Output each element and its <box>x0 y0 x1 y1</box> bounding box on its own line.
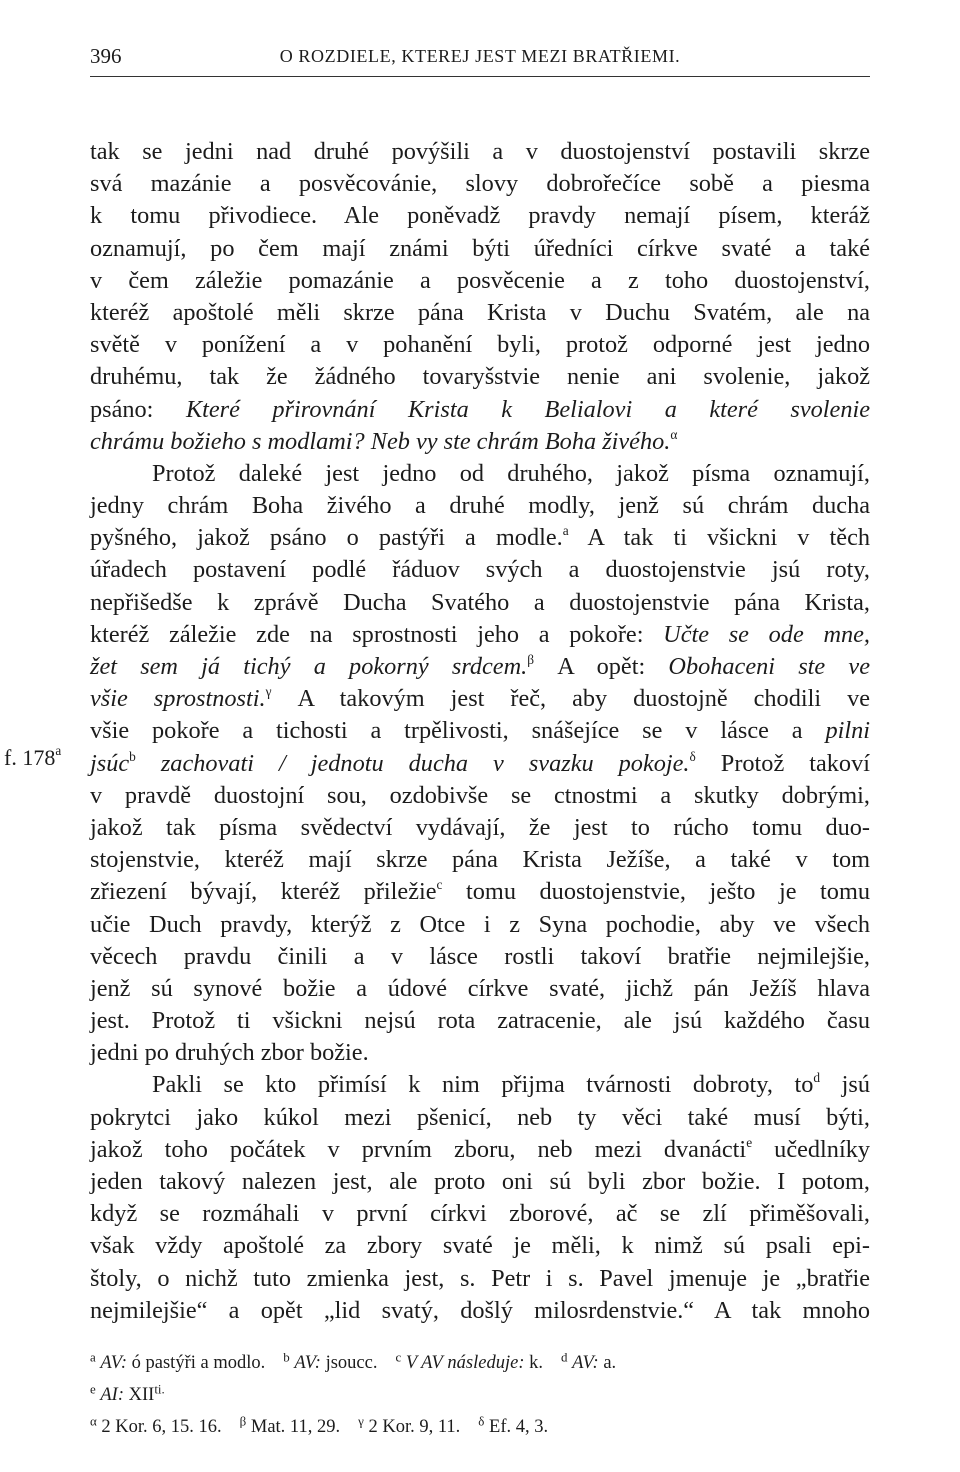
text-line <box>90 426 870 458</box>
text-span: stojenstvie, kteréž mají skrze pána Krista Ježíše, a také v tom <box>90 846 870 874</box>
text-span: kteréž záležie zde na sprostnosti jeho a pokoře: <box>90 620 664 648</box>
text-line <box>90 297 870 329</box>
italic-text: jsúc <box>90 749 130 777</box>
text-span: věcech pravdu činili a v lásce rostli takoví bratřie nejmilejšie, <box>90 942 870 970</box>
text-span: A tak ti všickni v těch <box>568 524 870 552</box>
text-line <box>90 1263 870 1295</box>
text-line <box>90 876 870 908</box>
text-span: štoly, o nichž tuto zmienka jest, s. Petr i s. Pavel jmenuje je „bratřie <box>90 1264 870 1292</box>
text-span: v pravdě duostojní sou, ozdobivše se ctnostmi a skutky dobrými, <box>90 781 870 809</box>
footnote-superscript: ti. <box>154 1381 165 1397</box>
italic-text: chrámu božieho s modlami? Neb vy ste chrám Boha živého. <box>90 427 671 455</box>
text-line <box>90 168 870 200</box>
text-span: zřiezení bývají, kteréž přiležie <box>90 878 437 906</box>
footnote <box>478 1411 548 1443</box>
footnote-text: jsoucc. <box>325 1353 378 1373</box>
text-span: všie pokoře a tichosti a trpělivosti, snášejíce se v lásce a <box>90 717 826 745</box>
text-line <box>90 1230 870 1262</box>
italic-text: všie sprostnosti. <box>90 685 266 713</box>
running-title: O ROZDIELE, KTEREJ JEST MEZI BRATŘIEMI. <box>279 46 681 66</box>
text-span: jakož tak písma svědectví vydávají, že jest to rúcho tomu duo- <box>90 813 870 841</box>
footnote-text: 2 Kor. 6, 15. 16. <box>101 1417 222 1437</box>
footnote-source: AV: <box>294 1353 321 1373</box>
text-line <box>90 619 870 651</box>
text-line <box>90 361 870 393</box>
footnote-text: k. <box>529 1353 543 1373</box>
text-span: kteréž apoštolé měli skrze pána Krista v Duchu Svatém, ale na <box>90 298 870 326</box>
footnote <box>240 1411 340 1443</box>
footnote-source: AV: <box>572 1353 599 1373</box>
text-line <box>90 587 870 619</box>
text-line <box>90 1198 870 1230</box>
footnote-marker: e <box>746 1134 753 1150</box>
footnote-marker: a <box>90 1349 96 1365</box>
footnote <box>561 1347 616 1379</box>
text-line <box>90 1295 870 1327</box>
italic-text: zachovati / jednotu ducha v svazku pokoje. <box>135 749 690 777</box>
text-span: svá mazánie a posvěcovánie, slovy dobrořečíce sobě a piesma <box>90 170 870 198</box>
footnote-text: a. <box>603 1353 617 1373</box>
footnote-marker: d <box>560 1349 568 1365</box>
text-line <box>90 1005 870 1037</box>
text-line <box>90 683 870 715</box>
footnote-marker: β <box>239 1413 247 1429</box>
footnote-marker: b <box>283 1349 290 1365</box>
footnote-source: AI: <box>100 1385 124 1405</box>
running-header <box>90 44 870 74</box>
footnote-marker: b <box>129 748 136 764</box>
text-line <box>90 329 870 361</box>
text-line <box>90 200 870 232</box>
text-span: oznamují, po čem mají známi býti úředníci církve svaté a také <box>90 234 870 262</box>
text-line <box>90 780 870 812</box>
text-span: však vždy apoštolé za zbory svaté je měli, k nimž sú psali epi- <box>90 1232 870 1260</box>
footnote <box>90 1411 222 1443</box>
text-span: jenž sú synové božie a údové církve svaté, jichž pán Ježíš hlava <box>90 974 870 1002</box>
text-span: jakož toho počátek v prvním zboru, neb mezi dvanácti <box>90 1135 747 1163</box>
footnote-marker: e <box>90 1381 96 1397</box>
footnote-source: V AV <box>405 1353 443 1373</box>
text-line <box>90 490 870 522</box>
text-line <box>90 1069 870 1101</box>
text-line <box>90 233 870 265</box>
italic-text: Které přirovnání Krista k Belialovi a které svolenie <box>185 395 870 423</box>
text-line <box>90 1166 870 1198</box>
text-span: nepřišedše k zprávě Ducha Svatého a duostojenstvie pána Krista, <box>90 588 870 616</box>
text-span: Protož takoví <box>695 749 870 777</box>
text-span: Protož daleké jest jedno od druhého, jakož písma oznamují, <box>152 459 870 487</box>
text-span: učedlníky <box>752 1135 870 1163</box>
text-span: jsú <box>820 1071 870 1099</box>
footnote-source: AV: <box>100 1353 128 1373</box>
text-span: druhému, tak že žádného tovaryšstvie nenie ani svolenie, jakož <box>90 363 870 391</box>
footnote-marker: α <box>670 426 678 442</box>
text-span: jedni po druhých zbor božie. <box>90 1039 369 1067</box>
text-span: A opět: <box>534 653 669 680</box>
text-span: tak se jedni nad druhé povýšili a v duostojenství postavili skrze <box>90 138 870 165</box>
footnote <box>90 1379 165 1411</box>
text-span: světě v ponížení a v pohanění byli, protož odporné jest jedno <box>90 331 870 359</box>
header-rule <box>90 76 870 77</box>
footnote <box>90 1347 265 1379</box>
text-span: jeden takový nalezen jest, ale proto oni sú byli zbor božie. I potom, <box>90 1168 870 1195</box>
text-span: psáno: <box>90 395 186 423</box>
text-line <box>90 748 870 780</box>
text-span: učie Duch pravdy, kterýž z Otce i z Syna pochodie, aby ve všech <box>90 910 870 938</box>
page-number: 396 <box>90 44 122 68</box>
italic-text: pilni <box>825 717 870 745</box>
text-span: jedny chrám Boha živého a druhé modly, jenž sú chrám ducha <box>90 492 870 520</box>
footnote-text: ó pastýři a modlo. <box>131 1353 266 1373</box>
text-line <box>90 265 870 297</box>
footnote-text: XII <box>128 1385 155 1405</box>
footnote-marker: β <box>527 651 535 667</box>
text-span: když se rozmáhali v první církvi zborové, ač se zlí přiměšovali, <box>90 1200 870 1228</box>
footnote-text: Mat. 11, 29. <box>250 1417 341 1437</box>
text-line <box>90 522 870 554</box>
italic-text: Učte se ode mne, <box>663 620 870 648</box>
footnote-row <box>90 1347 870 1379</box>
text-line <box>90 844 870 876</box>
footnote-marker: δ <box>689 748 696 764</box>
text-line <box>90 651 870 683</box>
footnote-marker: c <box>395 1349 402 1365</box>
folio-superscript: a <box>55 743 62 759</box>
text-span: pyšného, jakož psáno o pastýři a modle. <box>90 524 563 552</box>
text-span: v čem záležie pomazánie a posvěcenie a z toho duostojenství, <box>90 266 870 294</box>
footnotes <box>90 1347 870 1443</box>
text-span: k tomu přivodiece. Ale poněvadž pravdy nemají písem, kteráž <box>90 202 870 230</box>
footnote-text: Ef. 4, 3. <box>489 1417 549 1437</box>
text-span: nejmilejšie“ a opět „lid svatý, došlý milosrdenstvie.“ A tak mnoho <box>90 1296 870 1324</box>
text-line <box>90 812 870 844</box>
footnote-marker: c <box>436 877 443 893</box>
text-line <box>90 554 870 586</box>
folio-label: f. 178 <box>4 745 56 770</box>
footnote-row <box>90 1411 870 1443</box>
footnote-source-note: následuje: <box>447 1353 525 1373</box>
italic-text: Obohaceni ste ve <box>668 653 870 680</box>
text-span: tomu duostojenstvie, ješto je tomu <box>442 878 870 906</box>
text-span: úřadech postavení podlé řáduov svých a duostojenstvie jsú roty, <box>90 556 870 584</box>
footnote <box>358 1411 460 1443</box>
footnote-marker: α <box>90 1413 97 1429</box>
text-line <box>90 1037 870 1069</box>
footnote-marker: δ <box>478 1413 485 1429</box>
footnote <box>283 1347 377 1379</box>
text-span: A takovým jest řeč, aby duostojně chodili ve <box>271 685 870 713</box>
text-line <box>90 458 870 490</box>
text-line <box>90 1102 870 1134</box>
footnote-marker: d <box>813 1070 821 1086</box>
text-line <box>90 1134 870 1166</box>
text-span: Pakli se kto přimísí k nim přijma tvárnosti dobroty, to <box>152 1071 814 1099</box>
text-line <box>90 136 870 168</box>
main-text <box>90 136 870 1327</box>
text-line <box>90 715 870 747</box>
text-line <box>90 941 870 973</box>
text-line <box>90 973 870 1005</box>
italic-text: žet sem já tichý a pokorný srdcem. <box>90 653 528 680</box>
footnote-row <box>90 1379 870 1411</box>
footnote-marker: γ <box>358 1413 364 1429</box>
text-span: pokrytci jako kúkol mezi pšenicí, neb ty věci také musí býti, <box>90 1103 870 1131</box>
footnote-marker: γ <box>265 684 272 700</box>
footnote-marker: a <box>562 523 569 539</box>
margin-folio-note <box>4 745 61 771</box>
footnote-text: 2 Kor. 9, 11. <box>368 1417 461 1437</box>
text-line <box>90 394 870 426</box>
text-span: jest. Protož ti všickni nejsú rota zatracenie, ale jsú každého času <box>90 1007 870 1035</box>
footnote <box>395 1347 543 1379</box>
text-line <box>90 909 870 941</box>
